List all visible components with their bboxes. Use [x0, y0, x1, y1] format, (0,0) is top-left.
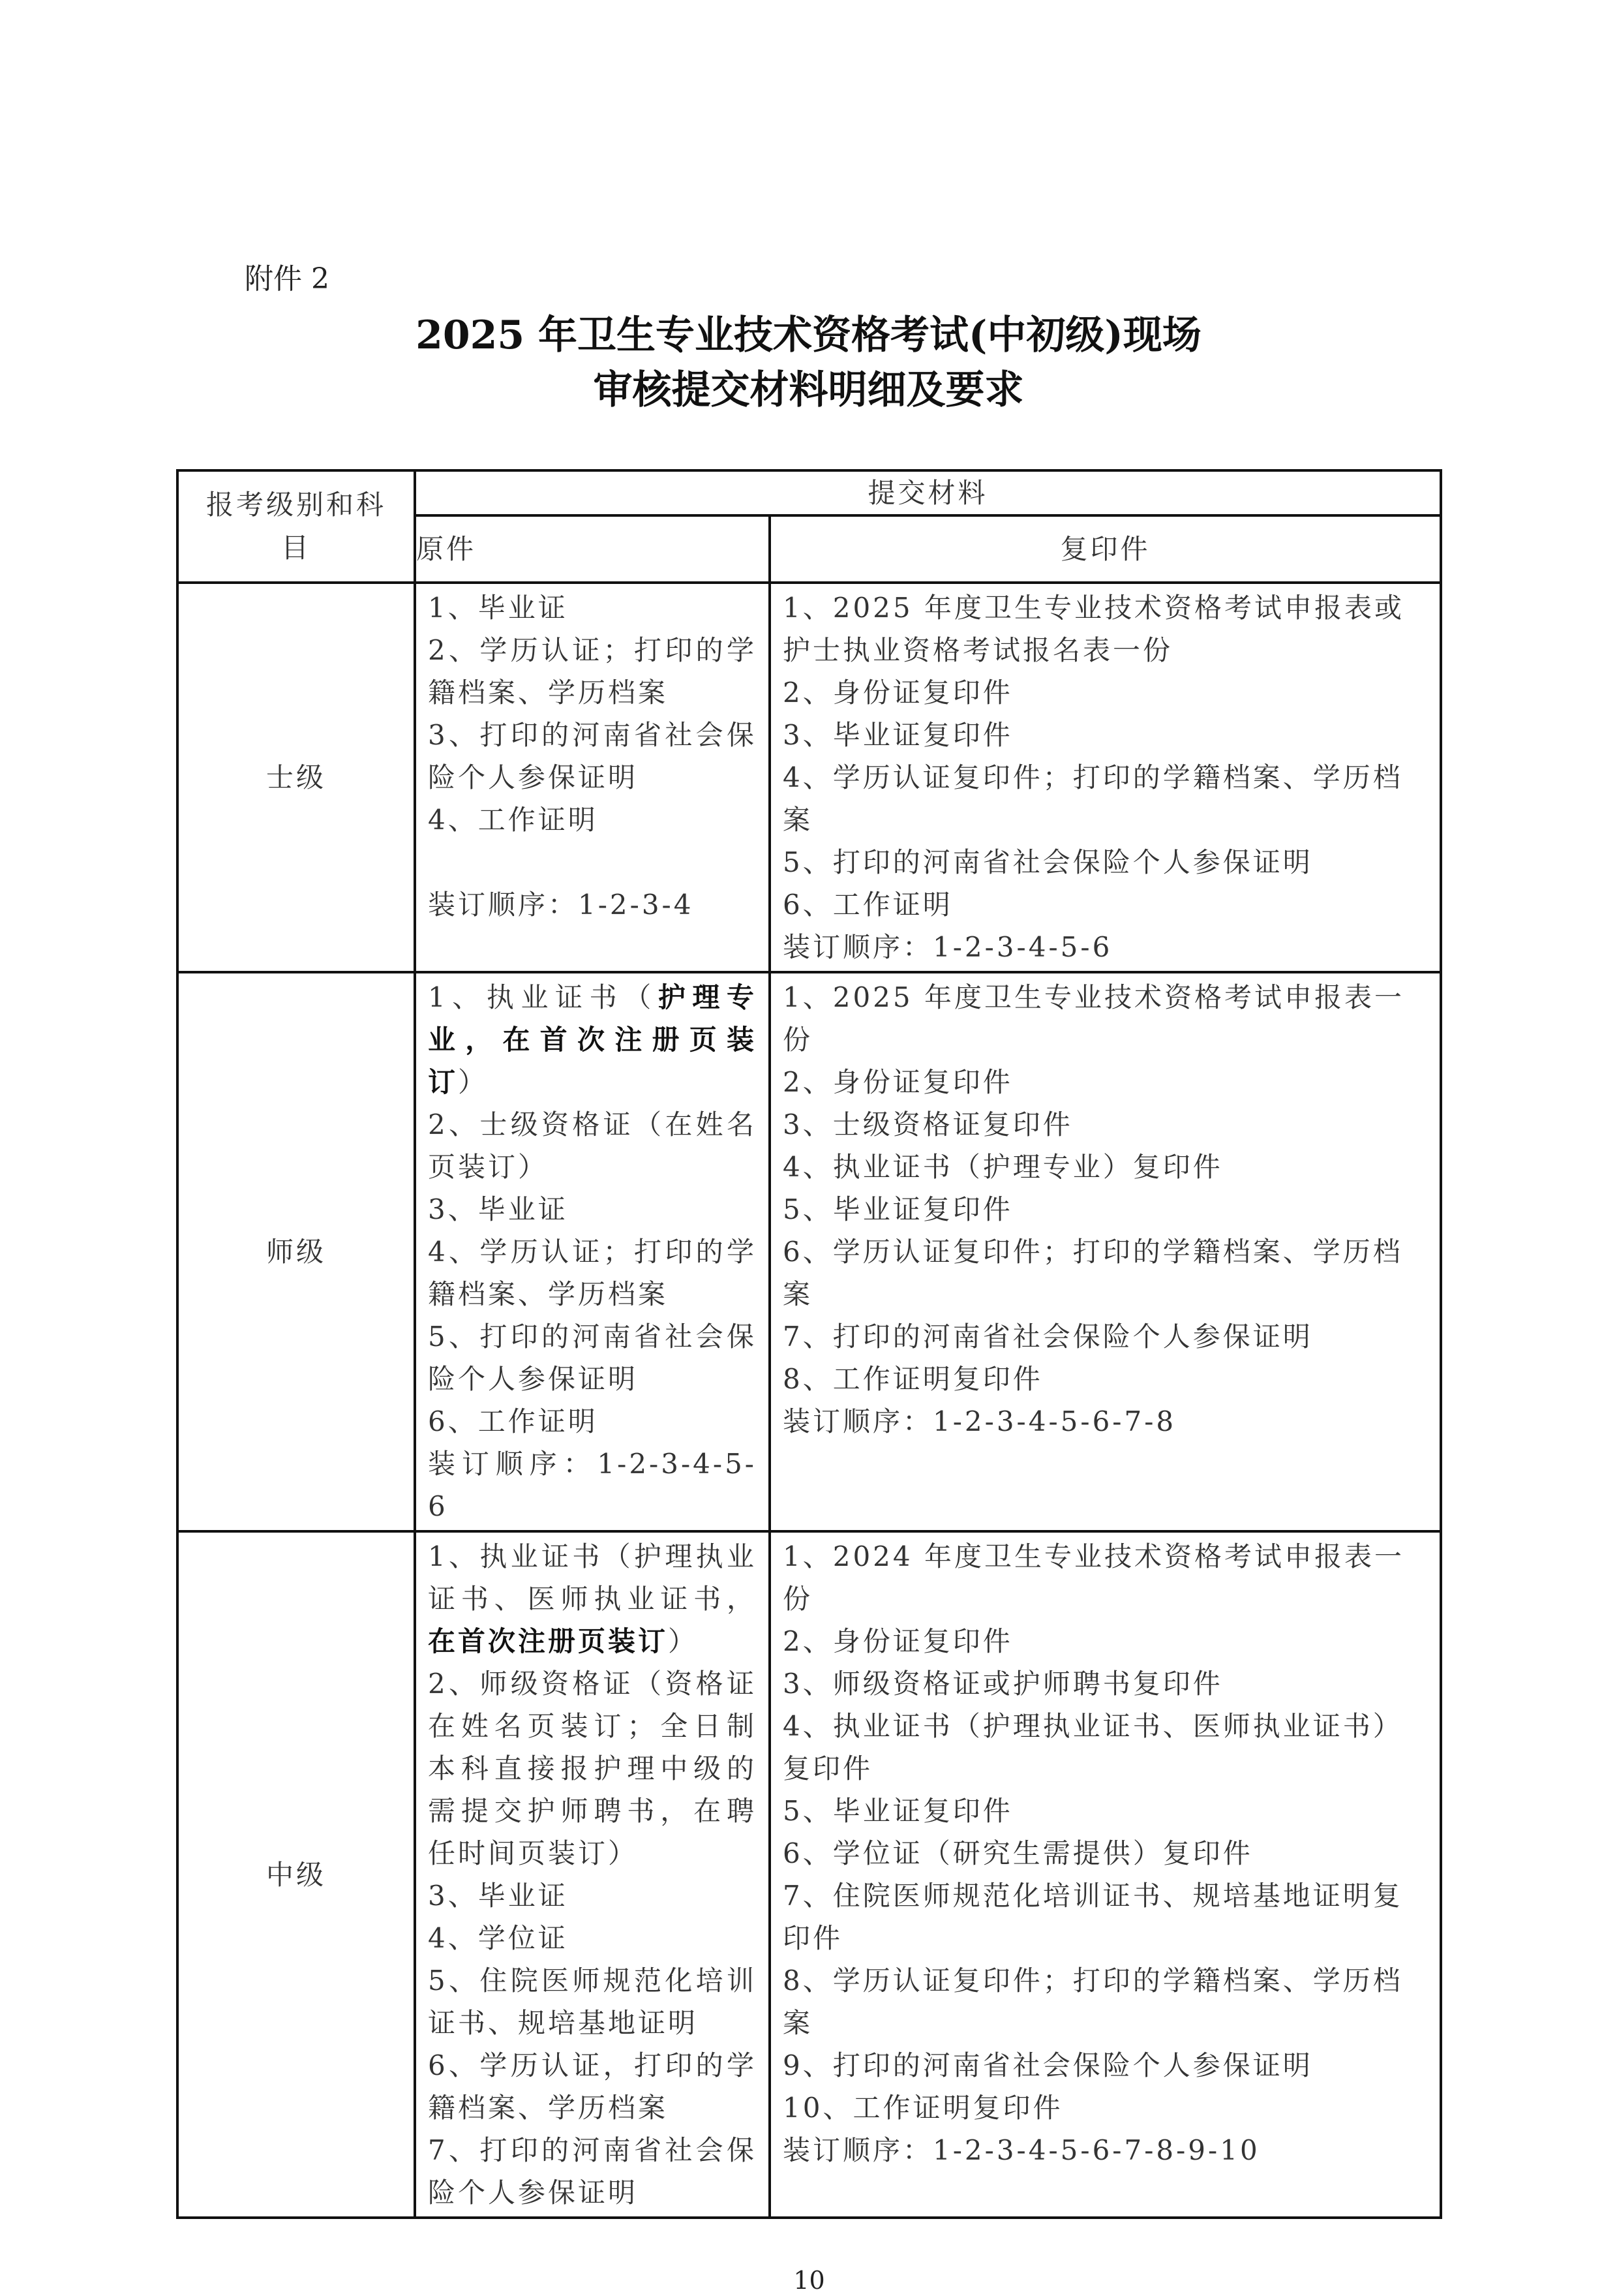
copy-item: 7、住院医师规范化培训证书、规培基地证明复印件 — [783, 1880, 1403, 1954]
copy-item: 1、2025 年度卫生专业技术资格考试申报表或护士执业资格考试报名表一份 — [783, 592, 1404, 666]
original-item: 6、学历认证，打印的学籍档案、学历档案 — [428, 2049, 757, 2124]
original-item: 5、打印的河南省社会保险个人参保证明 — [428, 1321, 757, 1395]
copy-item: 1、2024 年度卫生专业技术资格考试申报表一份 — [783, 1540, 1404, 1615]
page-number: 10 — [793, 2266, 825, 2295]
copy-item: 3、师级资格证或护师聘书复印件 — [783, 1668, 1223, 1700]
page-body — [176, 469, 1442, 2296]
table-row — [177, 583, 1441, 972]
copy-item: 5、毕业证复印件 — [783, 1193, 1013, 1225]
copy-item: 6、工作证明 — [783, 889, 953, 921]
copy-item: 2、身份证复印件 — [783, 677, 1013, 709]
table-row — [177, 972, 1441, 1531]
copy-item: 10、工作证明复印件 — [783, 2092, 1063, 2124]
copy-cell — [770, 972, 1441, 1531]
copy-item: 2、身份证复印件 — [783, 1066, 1013, 1098]
original-item: 4、工作证明 — [428, 804, 598, 836]
copy-item: 3、士级资格证复印件 — [783, 1109, 1073, 1140]
original-item: 2、学历认证；打印的学籍档案、学历档案 — [428, 634, 757, 709]
original-item: 3、毕业证 — [428, 1193, 568, 1225]
copy-item: 1、2025 年度卫生专业技术资格考试申报表一份 — [783, 981, 1404, 1056]
binding-order: 装订顺序：1-2-3-4-5-6 — [783, 931, 1113, 963]
title-line-1: 2025 年卫生专业技术资格考试(中初级)现场 — [416, 313, 1201, 358]
original-item: 6、工作证明 — [428, 1405, 598, 1437]
original-item: 5、住院医师规范化培训证书、规培基地证明 — [428, 1965, 757, 2039]
original-item: 4、学位证 — [428, 1922, 568, 1954]
copy-item: 4、执业证书（护理专业）复印件 — [783, 1151, 1223, 1183]
copy-item: 4、执业证书（护理执业证书、医师执业证书）复印件 — [783, 1710, 1403, 1784]
attachment-label: 附件 2 — [245, 262, 329, 296]
original-item: 2、师级资格证（资格证在姓名页装订；全日制本科直接报护理中级的需提交护师聘书，在聘任时间页装订） — [428, 1668, 757, 1869]
original-item: 7、打印的河南省社会保险个人参保证明 — [428, 2134, 757, 2209]
title-line-2: 审核提交材料明细及要求 — [593, 367, 1024, 413]
original-item: 1、毕业证 — [428, 592, 568, 624]
level-cell: 师级 — [177, 972, 415, 1531]
copy-item: 6、学位证（研究生需提供）复印件 — [783, 1837, 1253, 1869]
header-materials: 提交材料 — [415, 470, 1441, 515]
binding-order: 装订顺序：1-2-3-4-5-6-7-8 — [783, 1405, 1177, 1437]
copy-item: 2、身份证复印件 — [783, 1625, 1013, 1657]
original-item: 1、执业证书（护理执业证书、医师执业证书，在首次注册页装订） — [428, 1540, 757, 1657]
header-original: 原件 — [415, 515, 770, 583]
binding-order: 装订顺序：1-2-3-4-5-6 — [428, 1448, 757, 1522]
level-cell: 中级 — [177, 1531, 415, 2218]
original-cell — [415, 972, 770, 1531]
header-copy: 复印件 — [770, 515, 1441, 583]
original-item: 3、打印的河南省社会保险个人参保证明 — [428, 719, 757, 793]
original-item: 3、毕业证 — [428, 1880, 568, 1912]
materials-table — [176, 469, 1442, 2219]
copy-item: 5、打印的河南省社会保险个人参保证明 — [783, 846, 1313, 878]
page-title — [0, 308, 1617, 418]
copy-item: 9、打印的河南省社会保险个人参保证明 — [783, 2049, 1313, 2081]
copy-cell — [770, 583, 1441, 972]
copy-item: 8、学历认证复印件；打印的学籍档案、学历档案 — [783, 1965, 1403, 2039]
level-cell: 士级 — [177, 583, 415, 972]
copy-item: 6、学历认证复印件；打印的学籍档案、学历档案 — [783, 1236, 1403, 1310]
table-row — [177, 1531, 1441, 2218]
original-item: 1、执业证书（护理专业，在首次注册页装订） — [428, 981, 757, 1098]
original-cell — [415, 583, 770, 972]
binding-order: 装订顺序：1-2-3-4 — [428, 889, 694, 921]
copy-item: 8、工作证明复印件 — [783, 1363, 1043, 1395]
binding-order: 装订顺序：1-2-3-4-5-6-7-8-9-10 — [783, 2134, 1260, 2166]
copy-item: 4、学历认证复印件；打印的学籍档案、学历档案 — [783, 761, 1403, 836]
original-item: 4、学历认证；打印的学籍档案、学历档案 — [428, 1236, 757, 1310]
copy-item: 7、打印的河南省社会保险个人参保证明 — [783, 1321, 1313, 1353]
copy-item: 5、毕业证复印件 — [783, 1795, 1013, 1827]
copy-item: 3、毕业证复印件 — [783, 719, 1013, 751]
copy-cell — [770, 1531, 1441, 2218]
original-item: 2、士级资格证（在姓名页装订） — [428, 1109, 757, 1183]
original-cell — [415, 1531, 770, 2218]
header-level: 报考级别和科目 — [177, 470, 415, 583]
